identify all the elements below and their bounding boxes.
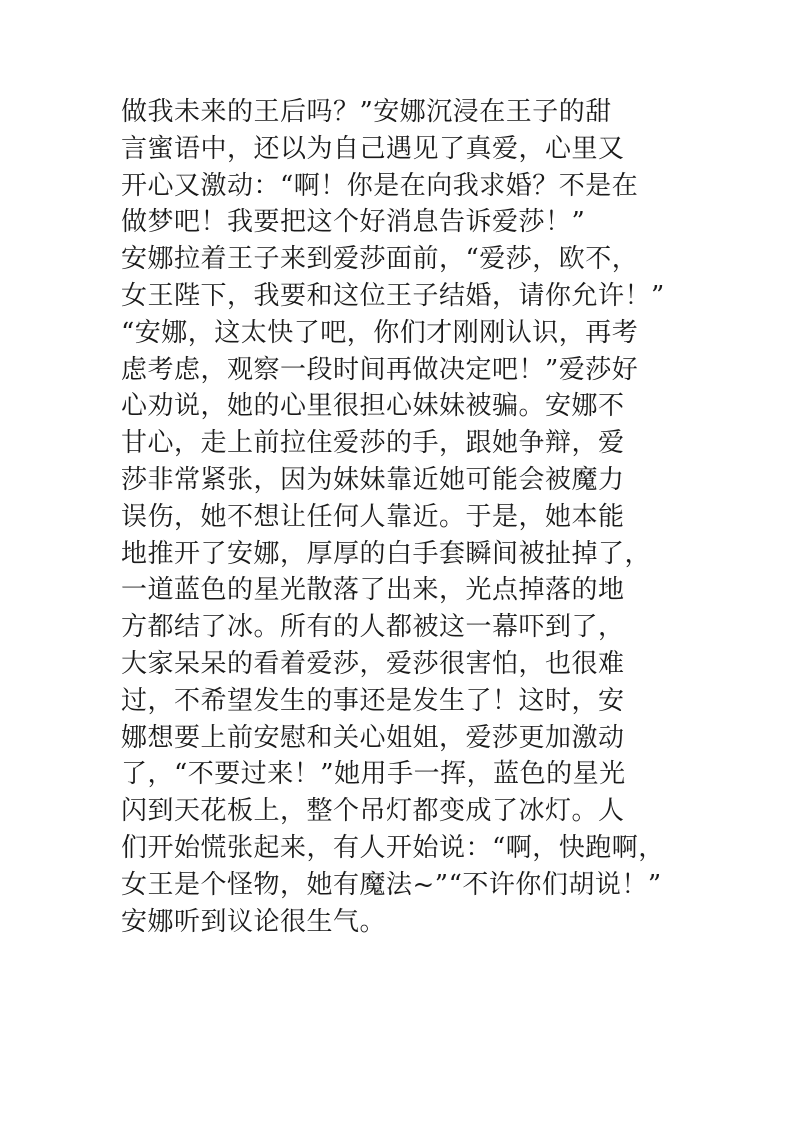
text-line: 言蜜语中，还以为自己遇见了真爱，心里又	[121, 133, 625, 164]
text-line: 误伤，她不想让任何人靠近。于是，她本能	[121, 501, 625, 532]
text-line: 女王陛下，我要和这位王子结婚，请你允许！”	[121, 280, 665, 311]
text-line: 心劝说，她的心里很担心妹妹被骗。安娜不	[121, 391, 625, 422]
text-line: 过，不希望发生的事还是发生了！这时，安	[121, 685, 625, 716]
text-line: 了，“不要过来！”她用手一挥，蓝色的星光	[121, 759, 626, 790]
text-line: 甘心，走上前拉住爱莎的手，跟她争辩，爱	[121, 428, 625, 459]
text-line: 地推开了安娜，厚厚的白手套瞬间被扯掉了，	[121, 538, 652, 569]
text-line: 大家呆呆的看着爱莎，爱莎很害怕，也很难	[121, 648, 625, 679]
text-line: 虑考虑，观察一段时间再做决定吧！”爱莎好	[121, 354, 639, 385]
text-line: 女王是个怪物，她有魔法~”“不许你们胡说！”	[121, 869, 662, 900]
text-line: 安娜听到议论很生气。	[121, 906, 387, 937]
text-line: 开心又激动：“啊！你是在向我求婚？不是在	[121, 170, 639, 201]
text-line: 们开始慌张起来，有人开始说：“啊，快跑啊，	[121, 832, 665, 863]
text-line: 做梦吧！我要把这个好消息告诉爱莎！”	[121, 207, 586, 238]
text-line: 安娜拉着王子来到爱莎面前，“爱莎，欧不，	[121, 244, 639, 275]
text-line: “安娜，这太快了吧，你们才刚刚认识，再考	[121, 317, 639, 348]
text-line: 做我未来的王后吗？”安娜沉浸在王子的甜	[121, 97, 612, 127]
text-line: 娜想要上前安慰和关心姐姐，爱莎更加激动	[121, 722, 625, 753]
text-line: 方都结了冰。所有的人都被这一幕吓到了，	[121, 612, 625, 643]
text-line: 闪到天花板上，整个吊灯都变成了冰灯。人	[121, 796, 625, 827]
text-line: 一道蓝色的星光散落了出来，光点掉落的地	[121, 575, 625, 606]
story-text	[121, 94, 681, 940]
text-line: 莎非常紧张，因为妹妹靠近她可能会被魔力	[121, 464, 625, 495]
